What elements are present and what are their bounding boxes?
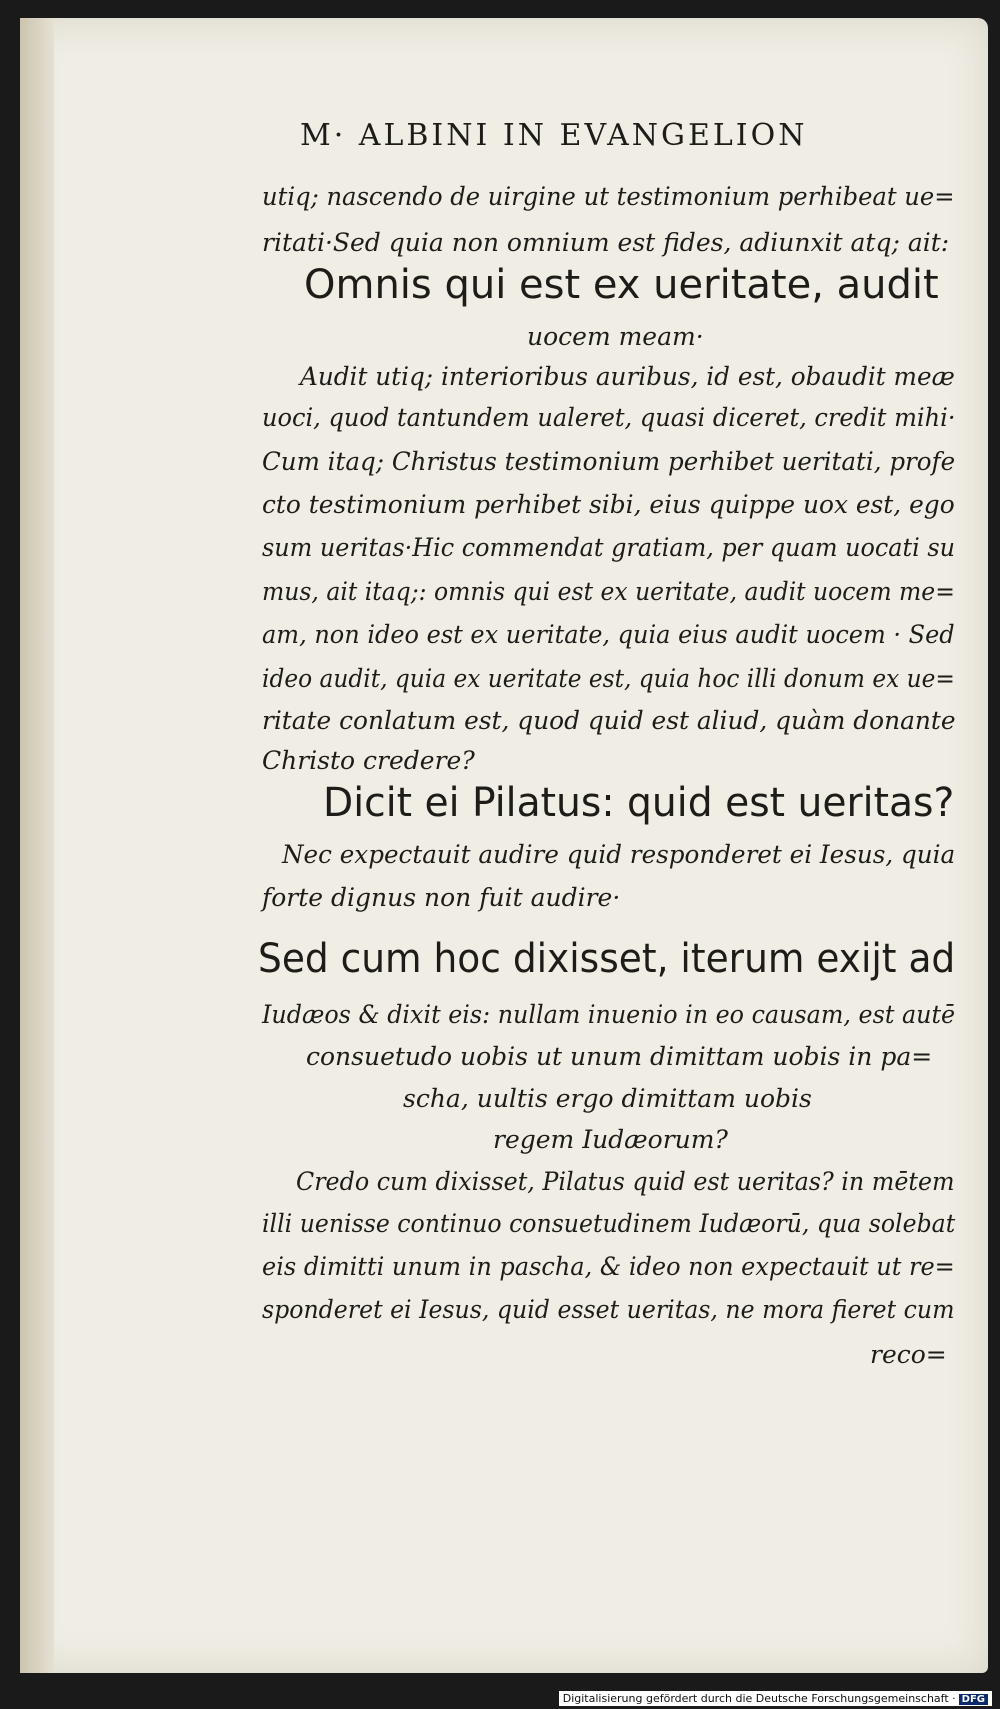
text-line: Credo cum dixisset, Pilatus quid est ueritas? in mētem [296,1167,955,1196]
credit-text: Digitalisierung gefördert durch die Deutsche Forschungsgemeinschaft · [562,1692,956,1705]
page-spine-shadow [20,18,54,1673]
text-line: ideo audit, quia ex ueritate est, quia hoc illi donum ex ue= [262,664,955,693]
running-head: M· ALBINI IN EVANGELION [300,118,808,153]
scripture-heading: Omnis qui est ex ueritate, audit [304,262,939,308]
text-line: sponderet ei Iesus, quid esset ueritas, ne mora fieret cum [262,1295,955,1324]
text-line: ritate conlatum est, quod quid est aliud, quàm donante [262,706,956,735]
scripture-heading: Dicit ei Pilatus: quid est ueritas? [323,780,955,826]
text-line: utiq; nascendo de uirgine ut testimonium perhibeat ue= [262,182,955,211]
text-line: regem Iudæorum? [493,1125,728,1154]
text-line: Audit utiq; interioribus auribus, id est, obaudit meæ [300,362,955,391]
dfg-logo: DFG [959,1694,988,1705]
scripture-heading: Sed cum hoc dixisset, iterum exijt ad [258,936,956,982]
text-line: am, non ideo est ex ueritate, quia eius audit uocem · Sed [262,620,955,649]
digitization-credit [559,1691,992,1706]
text-line: consuetudo uobis ut unum dimittam uobis in pa= [306,1042,933,1071]
text-line: sum ueritas·Hic commendat gratiam, per quam uocati su [262,533,956,562]
text-line: scha, uultis ergo dimittam uobis [403,1084,812,1113]
text-line: illi uenisse continuo consuetudinem Iudæorū, qua solebat [262,1209,956,1238]
text-line: uoci, quod tantundem ualeret, quasi diceret, credit mihi· [262,403,956,432]
text-line: uocem meam· [527,322,704,351]
text-line: Christo credere? [262,746,475,775]
text-line: Nec expectauit audire quid responderet ei Iesus, quia [282,840,956,869]
text-line: eis dimitti unum in pascha, & ideo non expectauit ut re= [262,1252,955,1281]
text-line: mus, ait itaq;: omnis qui est ex ueritate, audit uocem me= [262,577,955,606]
text-line: ritati·Sed quia non omnium est fides, adiunxit atq; ait: [262,228,950,257]
catchword: reco= [870,1340,947,1369]
text-line: Cum itaq; Christus testimonium perhibet ueritati, profe [262,447,956,476]
text-line: forte dignus non fuit audire· [262,883,621,912]
text-line: cto testimonium perhibet sibi, eius quippe uox est, ego [262,490,955,519]
text-line: Iudæos & dixit eis: nullam inuenio in eo causam, est autē [262,1000,956,1029]
